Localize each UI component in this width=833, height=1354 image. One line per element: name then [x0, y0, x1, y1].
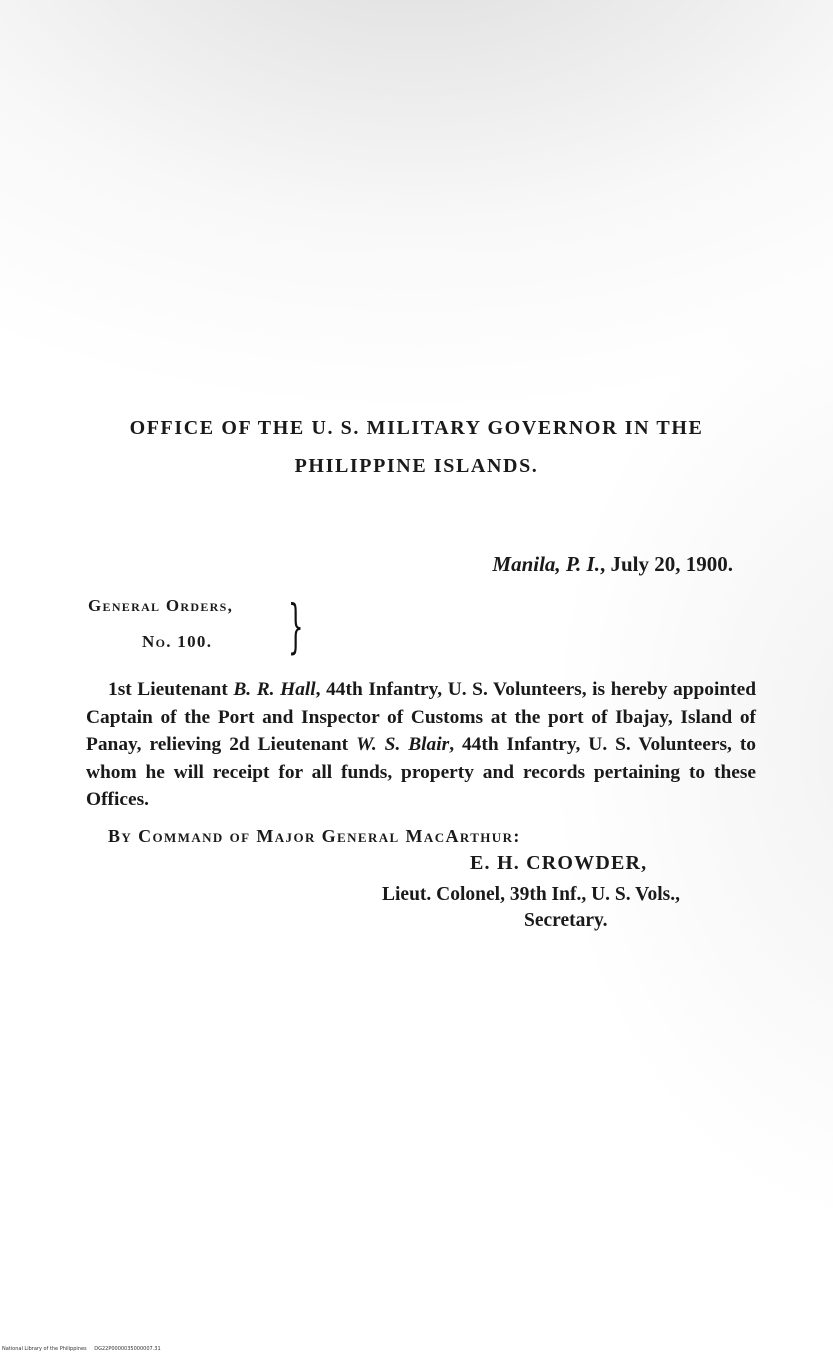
signer-title: Secretary.	[524, 910, 608, 931]
signer-rank: Lieut. Colonel, 39th Inf., U. S. Vols.,	[382, 884, 680, 905]
archive-source: National Library of the Philippines	[2, 1346, 87, 1352]
body-text-part-3: , 44th Infantry, U. S. Volunteers, to whom he will receipt for all funds, property and records pertaining to these Offices.	[86, 734, 756, 810]
officer-name-hall: B. R. Hall	[233, 679, 316, 700]
general-orders-block	[88, 596, 233, 652]
order-body	[86, 676, 756, 814]
archive-code: DG22P0000035000007.31	[94, 1346, 161, 1352]
office-heading-line-2: PHILIPPINE ISLANDS.	[294, 455, 539, 477]
officer-name-blair: W. S. Blair	[356, 734, 450, 755]
general-orders-title: General Orders,	[88, 596, 234, 615]
dateline-place: Manila, P. I.	[492, 552, 600, 576]
dateline	[492, 552, 733, 577]
dateline-date: , July 20, 1900.	[599, 552, 733, 576]
general-orders-number: No. 100.	[142, 632, 213, 651]
brace-glyph: }	[288, 592, 304, 660]
signer-name: E. H. CROWDER,	[470, 852, 648, 874]
office-heading-line-1: OFFICE OF THE U. S. MILITARY GOVERNOR IN THE	[129, 417, 704, 439]
body-text-part-1: 1st Lieutenant	[108, 679, 234, 700]
body-text-part-2: , 44th Infantry, U. S. Volunteers, is hereby appointed Captain of the Port and Inspector of Customs at the port of Ibajay, Island of Panay, relieving 2d Lieutenant	[86, 679, 756, 755]
command-line: By Command of Major General MacArthur:	[108, 826, 521, 846]
archive-footer	[2, 1346, 161, 1352]
